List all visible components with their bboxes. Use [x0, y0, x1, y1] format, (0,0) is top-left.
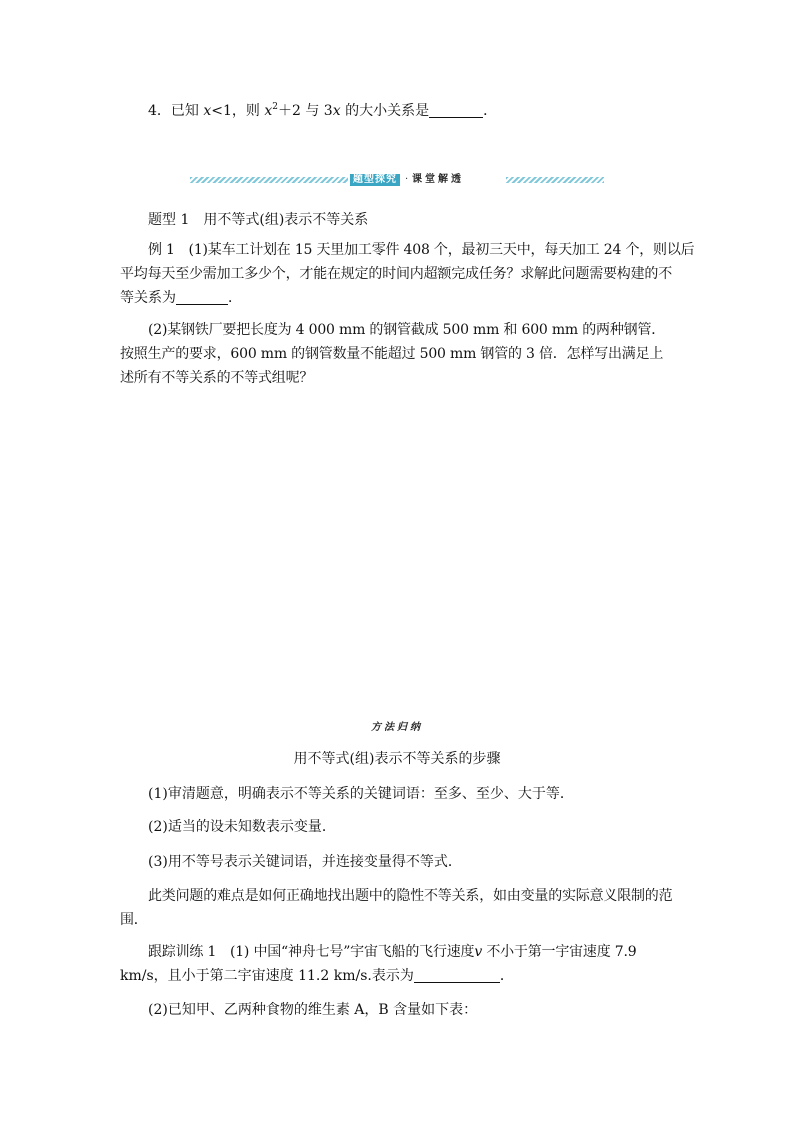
q4-suffix: 的大小关系是	[340, 103, 430, 119]
q4-end: ．	[483, 103, 498, 119]
section-banner	[190, 174, 604, 186]
q4-var-x2: x	[264, 103, 273, 119]
example1-line3-pre: 等关系为	[120, 290, 176, 306]
method-title: 方法归纳	[371, 722, 423, 733]
q4-answer-blank[interactable]	[429, 101, 483, 118]
method-note: 此类问题的难点是如何正确地找出题中的隐性不等关系，如由变量的实际意义限制的范围．	[120, 888, 673, 928]
training1-line1-post: 不小于第一宇宙速度 7.9	[482, 944, 637, 960]
example1-line2: 平均每天至少需加工多少个，才能在规定的时间内超额完成任务？求解此问题需要构建的不	[120, 266, 672, 282]
training1-line2-pre: km/s，且小于第二宇宙速度 11.2 km/s.表示为	[120, 968, 414, 984]
training1-part2: (2)已知甲、乙两种食物的维生素 A，B 含量如下表：	[148, 1002, 478, 1018]
banner-stripes-right	[506, 177, 604, 183]
q4-sup2: 2	[272, 102, 278, 112]
example1-answer-blank[interactable]	[176, 288, 228, 305]
banner-tail: 课堂解透	[412, 174, 464, 185]
method-heading: 用不等式(组)表示不等关系的步骤	[293, 751, 501, 767]
q4-mid: ＋2 与 3	[278, 103, 333, 119]
training1-line2-end: ．	[499, 968, 514, 984]
method-step1: (1)审清题意，明确表示不等关系的关键词语：至多、至少、大于等．	[148, 786, 574, 802]
q4-var-3x: x	[332, 103, 341, 119]
example1-line1: 例 1 (1)某车工计划在 15 天里加工零件 408 个，最初三天中，每天加工 24 个，则以后	[148, 242, 695, 258]
example1-line3-end: ．	[228, 290, 242, 306]
method-step2: (2)适当的设未知数表示变量．	[148, 819, 336, 835]
example1-line3	[120, 286, 675, 310]
training1-line1-pre: 跟踪训练 1 (1) 中国“神舟七号”宇宙飞船的飞行速度	[148, 944, 475, 960]
q4-prefix: 4．已知	[148, 103, 204, 119]
example1-part2: (2)某钢铁厂要把长度为 4 000 mm 的钢管截成 500 mm 和 600 mm 的两种钢管．按照生产的要求，600 mm 的钢管数量不能超过 500 mm 钢管的 3 倍．怎样写出满足上述所有不等关系的不等式组呢？	[120, 322, 666, 386]
banner-pill: 题型探究	[350, 174, 400, 186]
question-4	[148, 95, 703, 123]
type1-heading: 题型 1 用不等式(组)表示不等关系	[148, 212, 369, 228]
method-step3: (3)用不等号表示关键词语，并连接变量得不等式．	[148, 854, 462, 870]
training1-var-v: v	[474, 944, 483, 960]
training1-line2	[120, 964, 675, 988]
q4-var-x: x	[203, 103, 212, 119]
training1-line1	[148, 940, 703, 964]
banner-dot: ·	[405, 174, 409, 185]
q4-lt1: <1，则	[211, 103, 265, 119]
training1-answer-blank[interactable]	[414, 966, 500, 983]
banner-stripes-left	[190, 177, 348, 183]
